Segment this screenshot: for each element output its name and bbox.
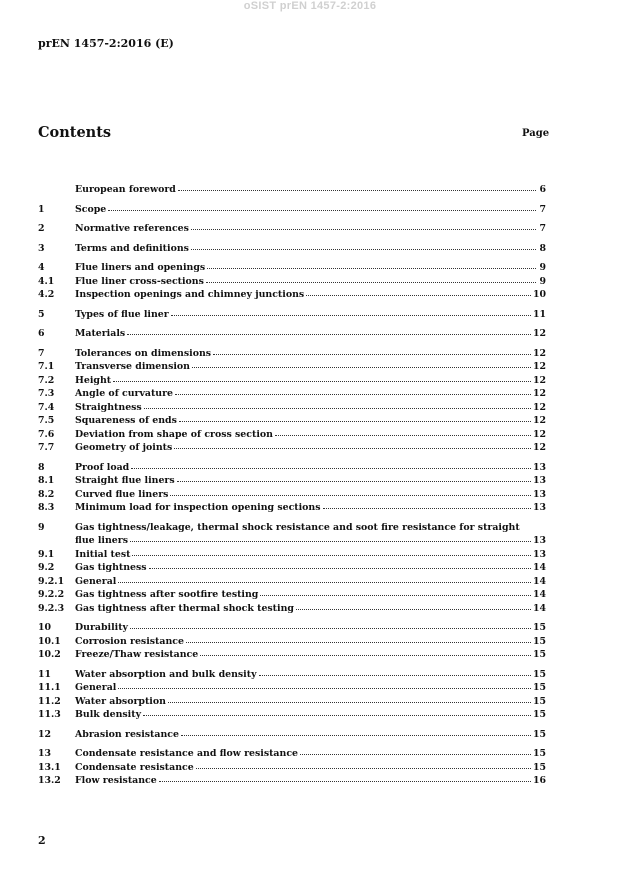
toc-entry-number: 13 — [38, 748, 52, 759]
toc-entry-page: 15 — [532, 695, 546, 707]
toc-entry-number: 7.3 — [38, 388, 55, 399]
toc-entry-number: 8.3 — [38, 502, 55, 513]
toc-entry-title: Bulk density — [75, 709, 142, 720]
toc-entry-title: Flue liner cross-sections — [75, 275, 204, 287]
toc-dot-leader — [196, 768, 531, 769]
toc-entry-title: Curved flue liners — [75, 488, 169, 500]
toc-entry-title: Gas tightness — [75, 562, 147, 573]
toc-entry-number: 13.1 — [38, 761, 61, 773]
toc-entry-number: 1 — [38, 203, 45, 215]
toc-entry-number: 10 — [38, 622, 52, 633]
toc-entry[interactable] — [38, 762, 546, 776]
toc-entry[interactable] — [38, 669, 546, 683]
toc-entry[interactable] — [38, 576, 546, 590]
toc-entry-title: Flue liners and openings — [75, 262, 206, 273]
toc-dot-leader — [149, 568, 531, 569]
toc-entry-page: 7 — [539, 223, 546, 234]
toc-dot-leader — [130, 541, 531, 542]
toc-entry-number: 11.1 — [38, 682, 61, 693]
toc-entry[interactable] — [38, 328, 546, 342]
toc-entry-number: 4.2 — [38, 289, 55, 300]
toc-entry-page: 14 — [532, 589, 546, 600]
toc-entry-page: 7 — [539, 203, 546, 215]
toc-dot-leader — [144, 408, 531, 409]
toc-entry[interactable] — [38, 549, 546, 563]
toc-entry-page: 12 — [532, 374, 546, 386]
toc-dot-leader — [177, 481, 531, 482]
toc-entry-number: 8 — [38, 461, 45, 473]
toc-dot-leader — [178, 190, 536, 191]
toc-dot-leader — [108, 210, 536, 211]
toc-entry-number: 9.2.2 — [38, 589, 65, 600]
toc-dot-leader — [207, 268, 536, 269]
toc-entry[interactable] — [38, 696, 546, 710]
toc-entry-title: Gas tightness after thermal shock testing — [75, 602, 294, 614]
toc-entry-page: 15 — [532, 728, 546, 740]
page-number: 2 — [38, 834, 46, 847]
toc-entry-number: 7.2 — [38, 374, 55, 386]
toc-entry-number: 11 — [38, 668, 52, 680]
toc-entry[interactable] — [38, 748, 546, 762]
toc-entry-page: 10 — [532, 289, 546, 300]
toc-entry[interactable] — [38, 522, 546, 536]
toc-dot-leader — [300, 754, 531, 755]
toc-dot-leader — [113, 381, 531, 382]
toc-dot-leader — [275, 435, 531, 436]
toc-entry-title: Straightness — [75, 401, 142, 413]
toc-entry-page: 15 — [532, 748, 546, 759]
toc-entry[interactable] — [38, 649, 546, 663]
toc-entry-page: 15 — [532, 682, 546, 693]
toc-entry-title: flue liners — [75, 535, 128, 546]
toc-entry[interactable] — [38, 709, 546, 723]
toc-entry-page: 12 — [532, 347, 546, 359]
toc-entry[interactable] — [38, 262, 546, 276]
toc-entry-page: 12 — [532, 328, 546, 339]
toc-entry-title: General — [75, 682, 117, 693]
toc-entry-number: 9 — [38, 521, 45, 533]
toc-entry-page: 15 — [532, 709, 546, 720]
toc-entry-title: Angle of curvature — [75, 388, 174, 399]
toc-dot-leader — [191, 229, 536, 230]
toc-entry[interactable] — [38, 682, 546, 696]
toc-dot-leader — [118, 582, 531, 583]
toc-dot-leader — [159, 781, 531, 782]
table-of-contents — [38, 184, 546, 789]
toc-dot-leader — [181, 735, 531, 736]
toc-entry-title: Minimum load for inspection opening sections — [75, 502, 321, 513]
toc-entry-page: 14 — [532, 562, 546, 573]
toc-entry[interactable] — [38, 309, 546, 323]
toc-entry-number: 11.3 — [38, 709, 61, 720]
toc-dot-leader — [118, 688, 531, 689]
toc-entry-number: 5 — [38, 308, 45, 320]
toc-entry-title: Condensate resistance — [75, 761, 194, 773]
toc-entry[interactable] — [38, 502, 546, 516]
toc-entry-number: 11.2 — [38, 695, 61, 707]
toc-dot-leader — [130, 628, 531, 629]
toc-entry-title: Terms and definitions — [75, 242, 189, 254]
toc-entry-number: 9.2.3 — [38, 602, 65, 614]
toc-entry-page: 12 — [532, 401, 546, 413]
toc-entry-page: 11 — [532, 308, 546, 320]
toc-entry-title: Flow resistance — [75, 775, 157, 786]
toc-entry[interactable] — [38, 184, 546, 198]
toc-entry-page: 13 — [532, 548, 546, 560]
toc-entry-title: Freeze/Thaw resistance — [75, 649, 199, 660]
toc-entry[interactable] — [38, 402, 546, 416]
toc-entry-title: Squareness of ends — [75, 415, 177, 426]
toc-entry-number: 9.2.1 — [38, 575, 65, 587]
toc-dot-leader — [306, 295, 531, 296]
toc-entry-title: Initial test — [75, 548, 131, 560]
toc-dot-leader — [186, 642, 531, 643]
toc-entry-page: 13 — [532, 488, 546, 500]
watermark: oSIST prEN 1457-2:2016 — [243, 0, 377, 12]
toc-entry-title: Water absorption and bulk density — [75, 668, 257, 680]
toc-entry-title: Inspection openings and chimney junctions — [75, 289, 305, 300]
toc-entry-number: 9.1 — [38, 548, 55, 560]
toc-entry-title: Transverse dimension — [75, 361, 190, 372]
toc-dot-leader — [206, 282, 536, 283]
toc-entry-page: 15 — [532, 761, 546, 773]
toc-entry-title: Straight flue liners — [75, 475, 175, 486]
toc-entry-number: 7 — [38, 347, 45, 359]
toc-entry-title: Gas tightness/leakage, thermal shock resistance and soot fire resistance for straight — [75, 521, 520, 533]
toc-entry[interactable] — [38, 535, 546, 549]
toc-entry-title: Corrosion resistance — [75, 635, 184, 647]
toc-entry-page: 14 — [532, 602, 546, 614]
toc-entry[interactable] — [38, 562, 546, 576]
toc-entry-page: 12 — [532, 361, 546, 372]
toc-entry-number: 6 — [38, 328, 45, 339]
toc-entry-page: 13 — [532, 475, 546, 486]
toc-entry-title: Abrasion resistance — [75, 728, 179, 740]
page-column-label: Page — [522, 128, 550, 139]
toc-entry-number: 13.2 — [38, 775, 61, 786]
toc-entry-number: 4.1 — [38, 275, 55, 287]
toc-dot-leader — [213, 354, 531, 355]
toc-entry[interactable] — [38, 603, 546, 617]
toc-entry[interactable] — [38, 775, 546, 789]
contents-title: Contents — [38, 124, 112, 141]
toc-entry[interactable] — [38, 429, 546, 443]
toc-dot-leader — [260, 595, 531, 596]
toc-entry[interactable] — [38, 204, 546, 218]
toc-entry[interactable] — [38, 361, 546, 375]
toc-entry-number: 3 — [38, 242, 45, 254]
toc-entry-number: 4 — [38, 262, 45, 273]
toc-entry-page: 14 — [532, 575, 546, 587]
toc-entry-title: Scope — [75, 203, 107, 215]
document-id: prEN 1457-2:2016 (E) — [38, 37, 174, 50]
toc-dot-leader — [323, 508, 531, 509]
toc-entry-title: Height — [75, 374, 112, 386]
toc-entry[interactable] — [38, 375, 546, 389]
toc-entry-title: Normative references — [75, 223, 189, 234]
toc-entry-page: 16 — [532, 775, 546, 786]
toc-entry-page: 13 — [532, 535, 546, 546]
toc-entry-number: 7.1 — [38, 361, 55, 372]
toc-entry-number: 8.1 — [38, 475, 55, 486]
toc-dot-leader — [174, 448, 531, 449]
toc-entry-page: 6 — [539, 184, 546, 195]
toc-entry-number: 7.4 — [38, 401, 55, 413]
toc-entry-title: European foreword — [75, 184, 176, 195]
toc-entry[interactable] — [38, 489, 546, 503]
toc-entry[interactable] — [38, 475, 546, 489]
toc-entry-title: Types of flue liner — [75, 308, 169, 320]
toc-entry-number: 12 — [38, 728, 52, 740]
toc-entry-page: 15 — [532, 622, 546, 633]
toc-entry[interactable] — [38, 223, 546, 237]
toc-entry[interactable] — [38, 589, 546, 603]
toc-dot-leader — [179, 421, 531, 422]
toc-dot-leader — [171, 315, 531, 316]
toc-entry-number: 9.2 — [38, 562, 55, 573]
toc-dot-leader — [131, 468, 531, 469]
toc-entry[interactable] — [38, 276, 546, 290]
toc-entry-page: 15 — [532, 668, 546, 680]
toc-entry-title: Deviation from shape of cross section — [75, 428, 273, 440]
toc-entry-number: 8.2 — [38, 488, 55, 500]
toc-dot-leader — [192, 367, 531, 368]
toc-dot-leader — [143, 715, 531, 716]
toc-entry-title: Materials — [75, 328, 126, 339]
toc-entry-title: Condensate resistance and flow resistance — [75, 748, 298, 759]
toc-dot-leader — [132, 555, 530, 556]
toc-entry-page: 13 — [532, 461, 546, 473]
toc-entry-page: 12 — [532, 388, 546, 399]
toc-dot-leader — [127, 334, 531, 335]
toc-entry-number: 10.1 — [38, 635, 61, 647]
toc-entry[interactable] — [38, 243, 546, 257]
toc-entry-page: 8 — [539, 242, 546, 254]
toc-entry[interactable] — [38, 622, 546, 636]
toc-entry-page: 12 — [532, 442, 546, 453]
toc-entry-title: Tolerances on dimensions — [75, 347, 212, 359]
toc-entry-page: 15 — [532, 649, 546, 660]
toc-entry-page: 12 — [532, 415, 546, 426]
toc-entry[interactable] — [38, 462, 546, 476]
toc-entry-page: 9 — [539, 262, 546, 273]
toc-entry[interactable] — [38, 636, 546, 650]
toc-entry[interactable] — [38, 442, 546, 456]
toc-entry[interactable] — [38, 388, 546, 402]
toc-dot-leader — [296, 609, 531, 610]
toc-entry-number: 7.5 — [38, 415, 55, 426]
toc-dot-leader — [168, 702, 531, 703]
toc-entry[interactable] — [38, 729, 546, 743]
toc-entry-title: Water absorption — [75, 695, 166, 707]
toc-entry-page: 12 — [532, 428, 546, 440]
toc-dot-leader — [259, 675, 531, 676]
toc-dot-leader — [170, 495, 531, 496]
toc-entry[interactable] — [38, 415, 546, 429]
toc-entry-page: 15 — [532, 635, 546, 647]
toc-entry-title: General — [75, 575, 117, 587]
toc-entry-number: 7.7 — [38, 442, 55, 453]
toc-dot-leader — [200, 655, 531, 656]
toc-entry-title: Geometry of joints — [75, 442, 173, 453]
toc-entry-title: Gas tightness after sootfire testing — [75, 589, 259, 600]
toc-entry[interactable] — [38, 289, 546, 303]
toc-dot-leader — [191, 249, 536, 250]
toc-dot-leader — [175, 394, 531, 395]
toc-entry-page: 9 — [539, 275, 546, 287]
toc-entry-number: 2 — [38, 223, 45, 234]
toc-entry-title: Durability — [75, 622, 128, 633]
toc-entry-number: 7.6 — [38, 428, 55, 440]
toc-entry[interactable] — [38, 348, 546, 362]
toc-entry-page: 13 — [532, 502, 546, 513]
toc-entry-number: 10.2 — [38, 649, 61, 660]
toc-entry-title: Proof load — [75, 461, 130, 473]
